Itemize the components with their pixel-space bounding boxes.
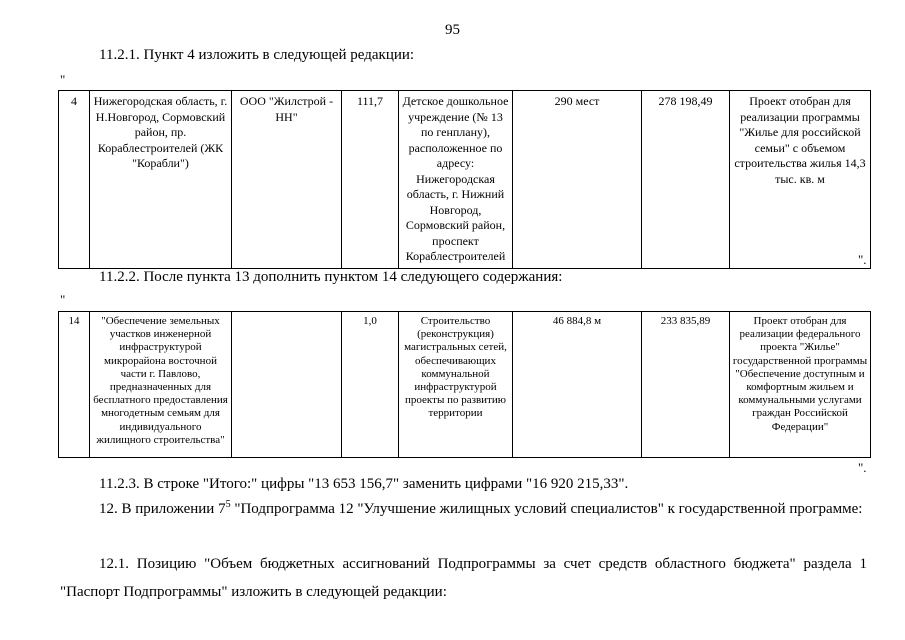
cell-value: 111,7 (342, 91, 399, 269)
open-quote-2: " (60, 292, 66, 307)
table-item-14 (58, 311, 871, 458)
cell-capacity: 290 мест (513, 91, 642, 269)
paragraph-12-start: 12. В приложении 7 (99, 501, 226, 517)
cell-cost: 278 198,49 (642, 91, 730, 269)
cell-object: Детское дошкольное учреждение (№ 13 по генплану), расположенное по адресу: Нижегородская область, г. Нижний Новгород, Сормовский район, проспект Кораблестроителей (399, 91, 513, 269)
paragraph-12-1: 12.1. Позицию "Объем бюджетных ассигнований Подпрограммы за счет средств областного бюджета" раздела 1 "Паспорт Подпрограммы" изложить в следующей редакции: (60, 556, 867, 600)
cell-location: "Обеспечение земельных участков инженерной инфраструктурой микрорайона восточной части г. Павлово, предназначенных для бесплатного предоставления многодетным семьям для индивидуального жилищного строительства" (90, 312, 232, 458)
cell-developer: ООО "Жилстрой - НН" (232, 91, 342, 269)
cell-note: Проект отобран для реализации федерального проекта "Жилье" государственной программы "Обеспечение доступным и комфортным жильем и коммунальными услугами граждан Российской Федерации" (730, 312, 871, 458)
cell-developer (232, 312, 342, 458)
paragraph-12 (60, 495, 867, 523)
cell-capacity: 46 884,8 м (513, 312, 642, 458)
close-quote-2: ". (858, 460, 867, 475)
cell-value: 1,0 (342, 312, 399, 458)
cell-number: 4 (59, 91, 90, 269)
table-row (59, 91, 871, 269)
paragraph-11-2-2: 11.2.2. После пункта 13 дополнить пунктом 14 следующего содержания: (99, 269, 563, 285)
table-row (59, 312, 871, 458)
paragraph-12-rest: "Подпрограмма 12 "Улучшение жилищных условий специалистов" к государственной программе: (230, 501, 863, 517)
superscript: 5 (225, 499, 231, 510)
cell-number: 14 (59, 312, 90, 458)
cell-note: Проект отобран для реализации программы "Жилье для российской семьи" с объемом строительства жилья 14,3 тыс. кв. м (730, 91, 871, 269)
paragraph-11-2-3: 11.2.3. В строке "Итого:" цифры "13 653 156,7" заменить цифрами "16 920 215,33". (99, 476, 629, 492)
cell-object: Строительство (реконструкция) магистральных сетей, обеспечивающих коммунальной инфраструктурой проекты по развитию территории (399, 312, 513, 458)
open-quote-1: " (60, 72, 66, 87)
cell-location: Нижегородская область, г. Н.Новгород, Сормовский район, пр. Кораблестроителей (ЖК "Корабли") (90, 91, 232, 269)
paragraph-11-2-1: 11.2.1. Пункт 4 изложить в следующей редакции: (99, 47, 415, 63)
cell-cost: 233 835,89 (642, 312, 730, 458)
table-item-4 (58, 90, 871, 269)
close-quote-1: ". (858, 252, 867, 267)
page-number: 95 (445, 22, 460, 38)
